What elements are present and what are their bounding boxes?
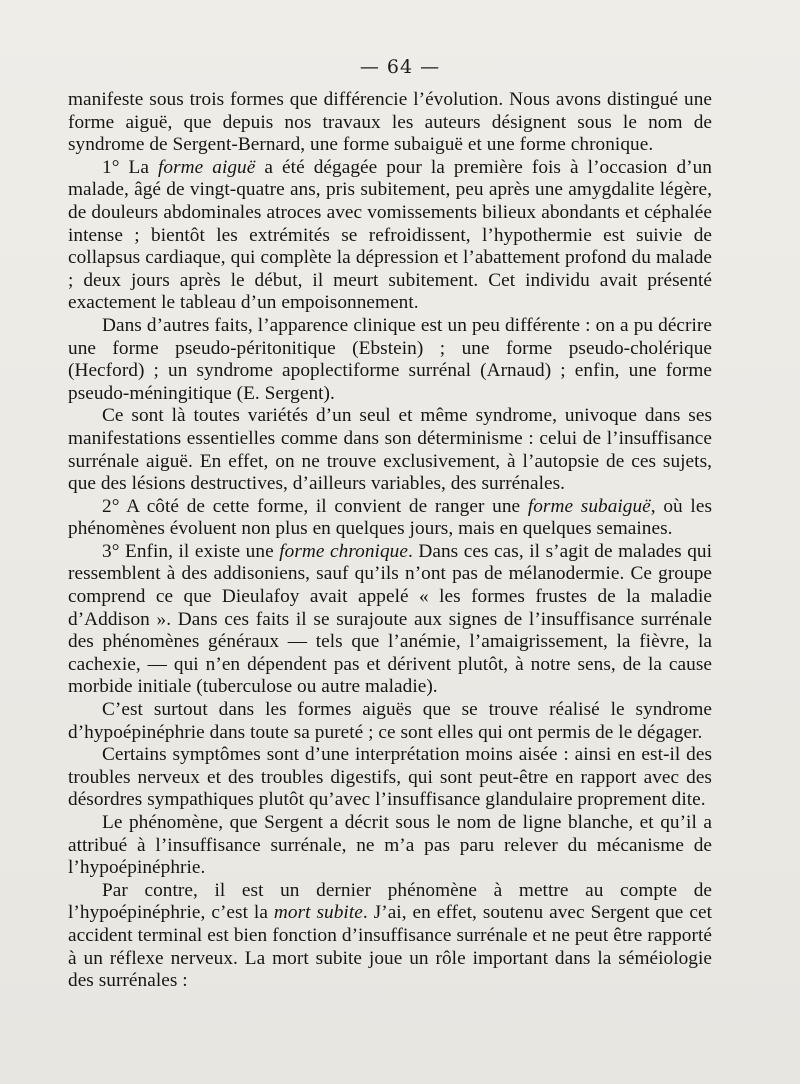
paragraph-1	[68, 89, 712, 157]
paragraph-6-rest: . Dans ces cas, il s’agit de malades qui ressemblent à des addisoniens, sauf qu’ils n’ont pas de mélanodermie. Ce groupe comprend ce que Dieulafoy avait appelé « les formes frustes de la maladie d’Addison ». Dans ces faits il se surajoute aux signes de l’insuffisance surrénale des phénomènes généraux — tels que l’anémie, l’amaigrissement, la fièvre, la cachexie, — qui n’en dépendent pas et dérivent plutôt, à notre sens, de la cause morbide initiale (tuberculose ou autre maladie).	[68, 540, 712, 698]
paragraph-5-italic: forme subaiguë	[527, 495, 651, 517]
paragraph-5-rest: , où les phénomènes évoluent non plus en quelques jours, mais en quelques semaines.	[68, 495, 712, 540]
paragraph-2-intro: 1° La	[102, 156, 158, 178]
paragraph-5-intro: 2° A côté de cette forme, il convient de ranger une	[102, 495, 528, 517]
body-text	[68, 89, 712, 993]
paragraph-4-text: Ce sont là toutes variétés d’un seul et même syndrome, univoque dans ses manifestations essentielles comme dans son déterminisme : celui de l’insuffisance surrénale aiguë. En effet, on ne trouve exclusivement, à l’autopsie de ces sujets, que des lésions destructives, d’ailleurs variables, des surrénales.	[68, 405, 712, 495]
paragraph-5	[68, 496, 712, 541]
paragraph-3	[68, 315, 712, 405]
paragraph-3-text: Dans d’autres faits, l’apparence clinique est un peu différente : on a pu décrire une forme pseudo-péritonitique (Ebstein) ; une forme pseudo-cholérique (Hecford) ; un syndrome apoplectiforme surrénal (Arnaud) ; enfin, une forme pseudo-méningitique (E. Sergent).	[68, 314, 712, 404]
paragraph-6-intro: 3° Enfin, il existe une	[102, 540, 280, 562]
paragraph-6	[68, 541, 712, 699]
paragraph-10	[68, 880, 712, 993]
paragraph-8-text: Certains symptômes sont d’une interprétation moins aisée : ainsi en est-il des troubles nerveux et des troubles digestifs, qui sont peut-être en rapport avec des désordres sympathiques plutôt qu’avec l’insuffisance glandulaire proprement dite.	[68, 744, 712, 811]
paragraph-10-intro: Par contre, il est un dernier phénomène à mettre au compte de l’hypoépinéphrie, c’est la	[68, 879, 712, 924]
paragraph-8	[68, 744, 712, 812]
paragraph-7-text: C’est surtout dans les formes aiguës que se trouve réalisé le syndrome d’hypoépinéphrie dans toute sa pureté ; ce sont elles qui ont permis de le dégager.	[68, 699, 712, 743]
paragraph-2-rest: a été dégagée pour la première fois à l’occasion d’un malade, âgé de vingt-quatre ans, pris subitement, peu après une amygdalite légère, de douleurs abdominales atroces avec vomissements bilieux abondants et céphalée intense ; bientôt les extrémités se refroidissent, l’hypothermie est suivie de collapsus cardiaque, qui complète la dépression et l’abattement profond du malade ; deux jours après le début, il meurt subitement. Cet individu avait présenté exactement le tableau d’un empoisonnement.	[68, 156, 712, 314]
page-number: — 64 —	[359, 56, 441, 78]
paragraph-9-text: Le phénomène, que Sergent a décrit sous le nom de ligne blanche, et qu’il a attribué à l’insuffisance surrénale, ne m’a pas paru relever du mécanisme de l’hypoépinéphrie.	[68, 812, 712, 879]
paragraph-1-text: manifeste sous trois formes que différencie l’évolution. Nous avons distingué une forme aiguë, que depuis nos travaux les auteurs désignent sous le nom de syndrome de Sergent-Bernard, une forme subaiguë et une forme chronique.	[68, 89, 712, 156]
paragraph-7	[68, 699, 712, 744]
paragraph-9	[68, 812, 712, 880]
paragraph-10-italic: mort subite	[273, 902, 363, 924]
paragraph-6-italic: forme chronique	[279, 540, 408, 562]
paragraph-10-rest: . J’ai, en effet, soutenu avec Sergent que cet accident terminal est bien fonction d’insuffisance surrénale et ne peut être rapporté à un réflexe nerveux. La mort subite joue un rôle important dans la séméiologie des surrénales :	[68, 902, 712, 992]
paragraph-2	[68, 157, 712, 315]
paragraph-2-italic: forme aiguë	[157, 156, 256, 178]
paragraph-4	[68, 405, 712, 495]
